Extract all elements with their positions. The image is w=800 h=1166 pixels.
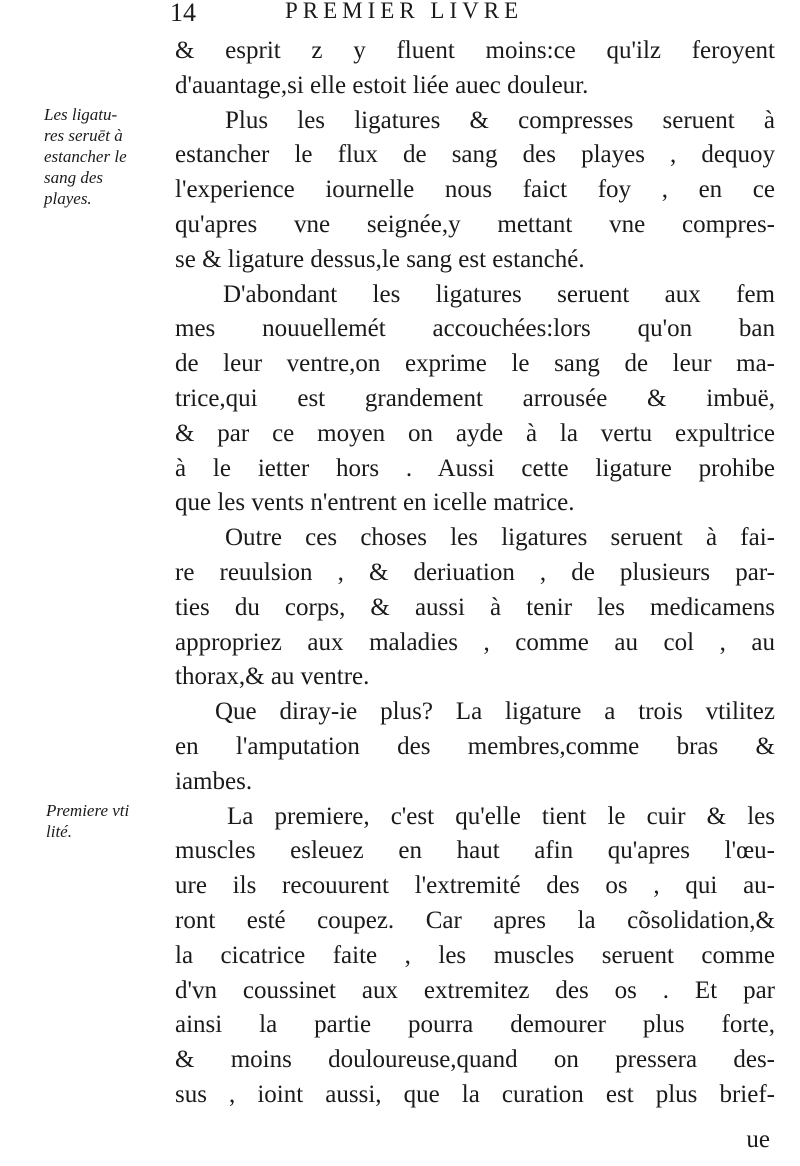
catchword: ue bbox=[746, 1126, 770, 1153]
text-line: iambes. bbox=[175, 767, 253, 795]
text-line: d'auantage,si elle estoit liée auec douleur. bbox=[175, 71, 589, 99]
text-line: Plus les ligatures & compresses seruent à bbox=[225, 106, 775, 134]
text-line: que les vents n'entrent en icelle matrice. bbox=[175, 489, 575, 517]
text-line: appropriez aux maladies , comme au col , au bbox=[175, 628, 775, 656]
text-line: trice,qui est grandement arrousée & imbuë, bbox=[175, 384, 775, 412]
text-line: & par ce moyen on ayde à la vertu expultrice bbox=[175, 419, 775, 447]
text-line: de leur ventre,on exprime le sang de leur ma- bbox=[175, 350, 775, 378]
running-title: PREMIER LIVRE bbox=[285, 0, 524, 23]
text-line: La premiere, c'est qu'elle tient le cuir & les bbox=[227, 802, 775, 830]
text-line: d'vn coussinet aux extremitez des os . Et par bbox=[175, 976, 775, 1004]
text-line: se & ligature dessus,le sang est estanché. bbox=[175, 245, 585, 273]
margin-note-line: estancher le bbox=[44, 147, 127, 166]
text-line: & esprit z y fluent moins:ce qu'ilz feroyent bbox=[175, 37, 775, 64]
margin-note-ligatures bbox=[44, 104, 127, 209]
text-line: qu'apres vne seignée,y mettant vne compres- bbox=[175, 210, 775, 238]
margin-note-line: Premiere vti bbox=[46, 801, 130, 820]
text-line: re reuulsion , & deriuation , de plusieurs par- bbox=[175, 558, 775, 586]
margin-note-line: sang des bbox=[44, 168, 104, 187]
text-line: D'abondant les ligatures seruent aux fem bbox=[223, 280, 775, 308]
text-line: l'experience iournelle nous faict foy , en ce bbox=[175, 176, 775, 204]
text-line: Outre ces choses les ligatures seruent à fai- bbox=[225, 524, 775, 552]
margin-note-line: res seruēt à bbox=[44, 126, 123, 145]
text-line: en l'amputation des membres,comme bras & bbox=[175, 732, 775, 760]
text-line: mes nouuellemét accouchées:lors qu'on ban bbox=[175, 315, 775, 343]
margin-note-line: playes. bbox=[44, 189, 92, 208]
page-number: 14 bbox=[170, 0, 196, 27]
text-line: la cicatrice faite , les muscles seruent comme bbox=[175, 941, 775, 969]
margin-note-line: Les ligatu- bbox=[44, 105, 118, 124]
text-line: muscles esleuez en haut afin qu'apres l'œu- bbox=[175, 837, 775, 865]
text-line: sus , ioint aussi, que la curation est plus brief- bbox=[175, 1080, 775, 1108]
text-line: estancher le flux de sang des playes , dequoy bbox=[175, 141, 775, 169]
body-text bbox=[175, 34, 775, 1113]
text-line: ront esté coupez. Car apres la cõsolidation,& bbox=[175, 906, 775, 934]
text-line: Que diray-ie plus? La ligature a trois vtilitez bbox=[215, 698, 775, 726]
text-line: & moins douloureuse,quand on pressera des- bbox=[175, 1046, 775, 1074]
text-line: à le ietter hors . Aussi cette ligature prohibe bbox=[175, 454, 775, 482]
margin-note-line: lité. bbox=[46, 822, 72, 841]
text-line: ure ils recouurent l'extremité des os , qui au- bbox=[175, 872, 775, 900]
text-line: ties du corps, & aussi à tenir les medicamens bbox=[175, 593, 775, 621]
margin-note-premiere bbox=[46, 800, 129, 842]
text-line: thorax,& au ventre. bbox=[175, 663, 370, 691]
text-line: ainsi la partie pourra demourer plus forte, bbox=[175, 1011, 775, 1039]
